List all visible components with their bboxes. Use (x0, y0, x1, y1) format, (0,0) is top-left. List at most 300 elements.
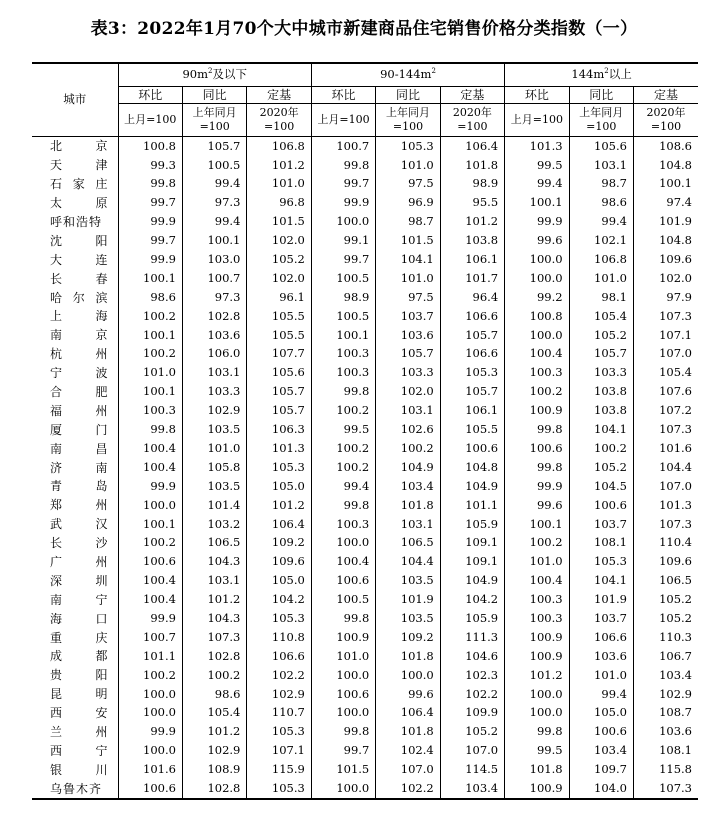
table-row (32, 307, 698, 326)
index-value: 101.2 (505, 666, 569, 685)
index-value: 105.7 (247, 383, 311, 402)
index-value: 100.3 (311, 515, 375, 534)
index-value: 111.3 (440, 628, 504, 647)
index-value: 102.4 (376, 742, 440, 761)
index-value: 99.4 (182, 213, 246, 232)
table-row (32, 647, 698, 666)
index-value: 100.4 (505, 571, 569, 590)
index-value: 106.6 (569, 628, 633, 647)
index-value: 103.4 (569, 742, 633, 761)
index-value: 99.8 (311, 383, 375, 402)
index-value: 99.8 (505, 723, 569, 742)
city-name: 厦门 (32, 420, 118, 439)
index-value: 102.1 (569, 231, 633, 250)
table-row (32, 666, 698, 685)
index-value: 99.9 (505, 213, 569, 232)
index-value: 100.6 (311, 685, 375, 704)
index-value: 102.9 (182, 742, 246, 761)
index-value: 100.3 (118, 401, 182, 420)
city-name: 北京 (32, 137, 118, 156)
index-value: 102.6 (376, 420, 440, 439)
index-value: 110.4 (633, 534, 698, 553)
city-name: 青岛 (32, 477, 118, 496)
city-name: 沈阳 (32, 231, 118, 250)
yoy-header: 同比 (182, 87, 246, 104)
index-value: 100.0 (505, 704, 569, 723)
index-value: 103.1 (376, 515, 440, 534)
index-value: 105.2 (569, 326, 633, 345)
index-value: 102.8 (182, 647, 246, 666)
index-value: 104.4 (633, 458, 698, 477)
yoy-header: 同比 (569, 87, 633, 104)
city-name: 武汉 (32, 515, 118, 534)
index-value: 95.5 (440, 194, 504, 213)
index-value: 106.6 (440, 307, 504, 326)
index-value: 100.1 (118, 269, 182, 288)
index-value: 105.2 (247, 250, 311, 269)
index-value: 108.1 (569, 534, 633, 553)
index-value: 97.3 (182, 288, 246, 307)
index-value: 100.1 (118, 515, 182, 534)
index-value: 100.6 (311, 571, 375, 590)
index-value: 107.1 (247, 742, 311, 761)
city-name: 重庆 (32, 628, 118, 647)
city-name: 兰州 (32, 723, 118, 742)
table-row (32, 477, 698, 496)
index-value: 106.8 (247, 137, 311, 156)
index-value: 104.9 (440, 571, 504, 590)
table-row (32, 628, 698, 647)
table-row (32, 553, 698, 572)
index-value: 99.7 (311, 175, 375, 194)
table-row (32, 723, 698, 742)
index-value: 103.6 (633, 723, 698, 742)
index-value: 106.5 (182, 534, 246, 553)
mom-header: 环比 (505, 87, 569, 104)
index-value: 100.6 (118, 779, 182, 799)
index-value: 105.5 (440, 420, 504, 439)
index-value: 101.2 (182, 590, 246, 609)
index-value: 100.5 (311, 590, 375, 609)
table-body (32, 137, 698, 800)
index-value: 99.8 (311, 156, 375, 175)
index-value: 102.9 (633, 685, 698, 704)
index-value: 101.6 (118, 760, 182, 779)
index-value: 100.9 (505, 647, 569, 666)
index-value: 105.5 (247, 307, 311, 326)
index-value: 108.7 (633, 704, 698, 723)
index-value: 105.2 (440, 723, 504, 742)
index-value: 101.2 (247, 156, 311, 175)
base-basis: 2020年 =100 (440, 104, 504, 137)
index-value: 103.3 (376, 364, 440, 383)
index-value: 108.1 (633, 742, 698, 761)
index-value: 99.9 (118, 250, 182, 269)
table-row (32, 288, 698, 307)
index-value: 100.2 (505, 534, 569, 553)
index-value: 105.7 (569, 345, 633, 364)
index-value: 100.1 (182, 231, 246, 250)
table-row (32, 175, 698, 194)
index-value: 104.1 (376, 250, 440, 269)
index-value: 109.6 (633, 553, 698, 572)
city-name: 哈尔滨 (32, 288, 118, 307)
index-value: 101.0 (247, 175, 311, 194)
index-value: 100.0 (376, 666, 440, 685)
index-value: 105.2 (569, 458, 633, 477)
index-value: 97.5 (376, 288, 440, 307)
index-value: 107.0 (440, 742, 504, 761)
mom-basis: 上月=100 (118, 104, 182, 137)
city-name: 西安 (32, 704, 118, 723)
index-value: 104.8 (440, 458, 504, 477)
index-value: 100.2 (118, 307, 182, 326)
city-name: 银川 (32, 760, 118, 779)
index-value: 99.9 (118, 609, 182, 628)
index-value: 104.1 (569, 420, 633, 439)
index-value: 101.0 (569, 666, 633, 685)
index-value: 99.1 (311, 231, 375, 250)
index-value: 100.4 (118, 571, 182, 590)
index-value: 101.9 (569, 590, 633, 609)
index-value: 97.5 (376, 175, 440, 194)
index-value: 106.5 (376, 534, 440, 553)
index-value: 99.5 (505, 156, 569, 175)
index-value: 103.7 (569, 609, 633, 628)
index-value: 105.3 (247, 458, 311, 477)
index-value: 100.0 (118, 496, 182, 515)
index-value: 102.8 (182, 779, 246, 799)
index-value: 115.9 (247, 760, 311, 779)
index-value: 103.1 (569, 156, 633, 175)
index-value: 106.7 (633, 647, 698, 666)
index-value: 105.3 (440, 364, 504, 383)
index-value: 105.3 (569, 553, 633, 572)
index-value: 106.6 (440, 345, 504, 364)
index-value: 109.2 (247, 534, 311, 553)
index-value: 106.4 (376, 704, 440, 723)
index-value: 100.1 (505, 515, 569, 534)
table-row (32, 609, 698, 628)
table-row (32, 760, 698, 779)
table-row (32, 704, 698, 723)
index-value: 101.2 (440, 213, 504, 232)
index-value: 100.2 (118, 534, 182, 553)
index-value: 102.9 (182, 401, 246, 420)
table-row (32, 213, 698, 232)
index-value: 102.2 (440, 685, 504, 704)
index-value: 101.0 (376, 156, 440, 175)
index-value: 99.6 (505, 231, 569, 250)
index-value: 101.8 (376, 647, 440, 666)
index-value: 105.3 (247, 723, 311, 742)
index-value: 105.7 (376, 345, 440, 364)
index-value: 107.6 (633, 383, 698, 402)
index-value: 100.2 (118, 666, 182, 685)
index-value: 105.7 (440, 383, 504, 402)
index-value: 100.5 (311, 307, 375, 326)
index-value: 105.7 (247, 401, 311, 420)
index-value: 100.2 (311, 458, 375, 477)
city-name: 福州 (32, 401, 118, 420)
group-header-90-and-below: $90m^2$及以下 (118, 63, 311, 87)
index-value: 106.4 (247, 515, 311, 534)
index-value: 105.7 (182, 137, 246, 156)
index-value: 103.2 (182, 515, 246, 534)
index-value: 103.0 (182, 250, 246, 269)
index-value: 98.7 (376, 213, 440, 232)
index-value: 107.0 (633, 477, 698, 496)
index-value: 109.1 (440, 553, 504, 572)
index-value: 102.0 (247, 231, 311, 250)
city-name: 乌鲁木齐 (32, 779, 118, 799)
index-value: 100.2 (182, 666, 246, 685)
table-row (32, 383, 698, 402)
table-row (32, 590, 698, 609)
city-name: 昆明 (32, 685, 118, 704)
index-value: 105.9 (440, 515, 504, 534)
index-value: 104.9 (440, 477, 504, 496)
mom-header: 环比 (118, 87, 182, 104)
index-value: 96.8 (247, 194, 311, 213)
index-value: 99.8 (118, 420, 182, 439)
table-header (32, 63, 698, 137)
base-basis: 2020年 =100 (247, 104, 311, 137)
index-value: 107.7 (247, 345, 311, 364)
index-value: 102.8 (182, 307, 246, 326)
index-value: 100.0 (505, 269, 569, 288)
index-value: 100.0 (311, 779, 375, 799)
index-value: 109.1 (440, 534, 504, 553)
city-name: 杭州 (32, 345, 118, 364)
index-value: 103.1 (376, 401, 440, 420)
index-value: 102.0 (633, 269, 698, 288)
index-value: 99.8 (311, 609, 375, 628)
index-value: 105.0 (247, 477, 311, 496)
mom-header: 环比 (311, 87, 375, 104)
index-value: 101.2 (182, 723, 246, 742)
index-value: 100.1 (505, 194, 569, 213)
index-value: 100.5 (311, 269, 375, 288)
index-value: 100.4 (118, 439, 182, 458)
index-value: 100.0 (311, 666, 375, 685)
city-name: 石家庄 (32, 175, 118, 194)
city-name: 长沙 (32, 534, 118, 553)
index-value: 96.9 (376, 194, 440, 213)
index-value: 99.4 (569, 685, 633, 704)
index-value: 104.6 (440, 647, 504, 666)
index-value: 103.3 (182, 383, 246, 402)
index-value: 100.7 (182, 269, 246, 288)
index-value: 103.4 (633, 666, 698, 685)
index-value: 99.6 (376, 685, 440, 704)
index-value: 99.4 (569, 213, 633, 232)
index-value: 100.8 (505, 307, 569, 326)
index-value: 100.2 (376, 439, 440, 458)
index-value: 100.4 (118, 458, 182, 477)
index-value: 104.3 (182, 553, 246, 572)
index-value: 101.5 (376, 231, 440, 250)
index-value: 101.0 (311, 647, 375, 666)
index-value: 99.8 (311, 496, 375, 515)
index-value: 107.2 (633, 401, 698, 420)
index-value: 103.4 (376, 477, 440, 496)
index-value: 105.2 (633, 609, 698, 628)
index-value: 100.0 (311, 704, 375, 723)
index-value: 100.4 (505, 345, 569, 364)
index-value: 99.5 (505, 742, 569, 761)
city-name: 济南 (32, 458, 118, 477)
city-name: 宁波 (32, 364, 118, 383)
base-header: 定基 (247, 87, 311, 104)
index-value: 101.0 (376, 269, 440, 288)
index-value: 99.7 (118, 231, 182, 250)
index-value: 99.9 (505, 477, 569, 496)
city-name: 郑州 (32, 496, 118, 515)
index-value: 100.2 (505, 383, 569, 402)
index-value: 100.0 (505, 250, 569, 269)
mom-basis: 上月=100 (311, 104, 375, 137)
yoy-basis: 上年同月 =100 (182, 104, 246, 137)
index-value: 97.9 (633, 288, 698, 307)
index-value: 102.9 (247, 685, 311, 704)
index-value: 104.9 (376, 458, 440, 477)
index-value: 103.8 (440, 231, 504, 250)
index-value: 101.8 (376, 723, 440, 742)
index-value: 105.6 (569, 137, 633, 156)
index-value: 100.2 (118, 345, 182, 364)
city-name: 西宁 (32, 742, 118, 761)
index-value: 101.1 (118, 647, 182, 666)
index-value: 104.2 (440, 590, 504, 609)
index-value: 106.5 (633, 571, 698, 590)
index-value: 98.6 (182, 685, 246, 704)
index-value: 103.8 (569, 401, 633, 420)
index-value: 104.1 (569, 571, 633, 590)
index-value: 100.1 (118, 383, 182, 402)
index-value: 104.2 (247, 590, 311, 609)
index-value: 101.3 (633, 496, 698, 515)
index-value: 104.3 (182, 609, 246, 628)
index-value: 104.4 (376, 553, 440, 572)
table-row (32, 345, 698, 364)
index-value: 102.2 (247, 666, 311, 685)
index-value: 105.3 (247, 779, 311, 799)
index-value: 101.6 (633, 439, 698, 458)
index-value: 110.8 (247, 628, 311, 647)
index-value: 100.4 (118, 590, 182, 609)
index-value: 101.9 (633, 213, 698, 232)
index-value: 101.0 (505, 553, 569, 572)
index-value: 99.4 (311, 477, 375, 496)
index-value: 100.9 (505, 401, 569, 420)
table-row (32, 742, 698, 761)
index-value: 100.3 (505, 609, 569, 628)
index-value: 100.3 (311, 345, 375, 364)
index-value: 96.1 (247, 288, 311, 307)
table-row (32, 156, 698, 175)
index-value: 109.7 (569, 760, 633, 779)
index-value: 104.8 (633, 156, 698, 175)
index-value: 101.0 (569, 269, 633, 288)
index-value: 100.8 (118, 137, 182, 156)
index-value: 107.3 (182, 628, 246, 647)
index-value: 99.9 (118, 213, 182, 232)
index-value: 102.0 (247, 269, 311, 288)
table-row (32, 571, 698, 590)
index-value: 99.8 (311, 723, 375, 742)
index-value: 105.6 (247, 364, 311, 383)
city-name: 南宁 (32, 590, 118, 609)
index-value: 100.9 (505, 628, 569, 647)
index-value: 101.3 (505, 137, 569, 156)
index-value: 100.4 (311, 553, 375, 572)
index-value: 103.7 (376, 307, 440, 326)
index-value: 101.8 (376, 496, 440, 515)
index-value: 99.7 (118, 194, 182, 213)
index-value: 107.3 (633, 779, 698, 799)
index-value: 114.5 (440, 760, 504, 779)
table-row (32, 137, 698, 156)
yoy-header: 同比 (376, 87, 440, 104)
index-value: 100.9 (505, 779, 569, 799)
city-name: 合肥 (32, 383, 118, 402)
index-value: 100.0 (118, 742, 182, 761)
index-value: 100.0 (505, 685, 569, 704)
yoy-basis: 上年同月 =100 (569, 104, 633, 137)
index-value: 99.8 (505, 458, 569, 477)
index-value: 101.0 (182, 439, 246, 458)
index-value: 100.1 (118, 326, 182, 345)
index-value: 100.9 (311, 628, 375, 647)
index-value: 106.4 (440, 137, 504, 156)
index-value: 103.5 (376, 571, 440, 590)
index-value: 100.0 (118, 685, 182, 704)
city-name: 大连 (32, 250, 118, 269)
index-value: 105.0 (247, 571, 311, 590)
group-header-90-144: $90-144m^2$ (311, 63, 504, 87)
index-value: 102.2 (376, 779, 440, 799)
table-row (32, 534, 698, 553)
index-value: 109.2 (376, 628, 440, 647)
index-value: 99.9 (118, 723, 182, 742)
index-value: 98.9 (311, 288, 375, 307)
index-value: 99.9 (311, 194, 375, 213)
table-row (32, 685, 698, 704)
index-value: 115.8 (633, 760, 698, 779)
index-value: 100.6 (440, 439, 504, 458)
table-row (32, 194, 698, 213)
index-value: 99.8 (505, 420, 569, 439)
index-value: 102.0 (376, 383, 440, 402)
city-name: 南昌 (32, 439, 118, 458)
index-value: 103.6 (569, 647, 633, 666)
yoy-basis: 上年同月 =100 (376, 104, 440, 137)
index-value: 103.1 (182, 364, 246, 383)
index-value: 106.6 (247, 647, 311, 666)
table-row (32, 269, 698, 288)
index-value: 107.3 (633, 420, 698, 439)
index-value: 100.3 (505, 364, 569, 383)
index-value: 100.6 (118, 553, 182, 572)
index-value: 106.1 (440, 250, 504, 269)
index-value: 107.3 (633, 307, 698, 326)
index-value: 97.4 (633, 194, 698, 213)
index-value: 101.7 (440, 269, 504, 288)
index-value: 96.4 (440, 288, 504, 307)
index-value: 105.4 (569, 307, 633, 326)
index-value: 107.1 (633, 326, 698, 345)
